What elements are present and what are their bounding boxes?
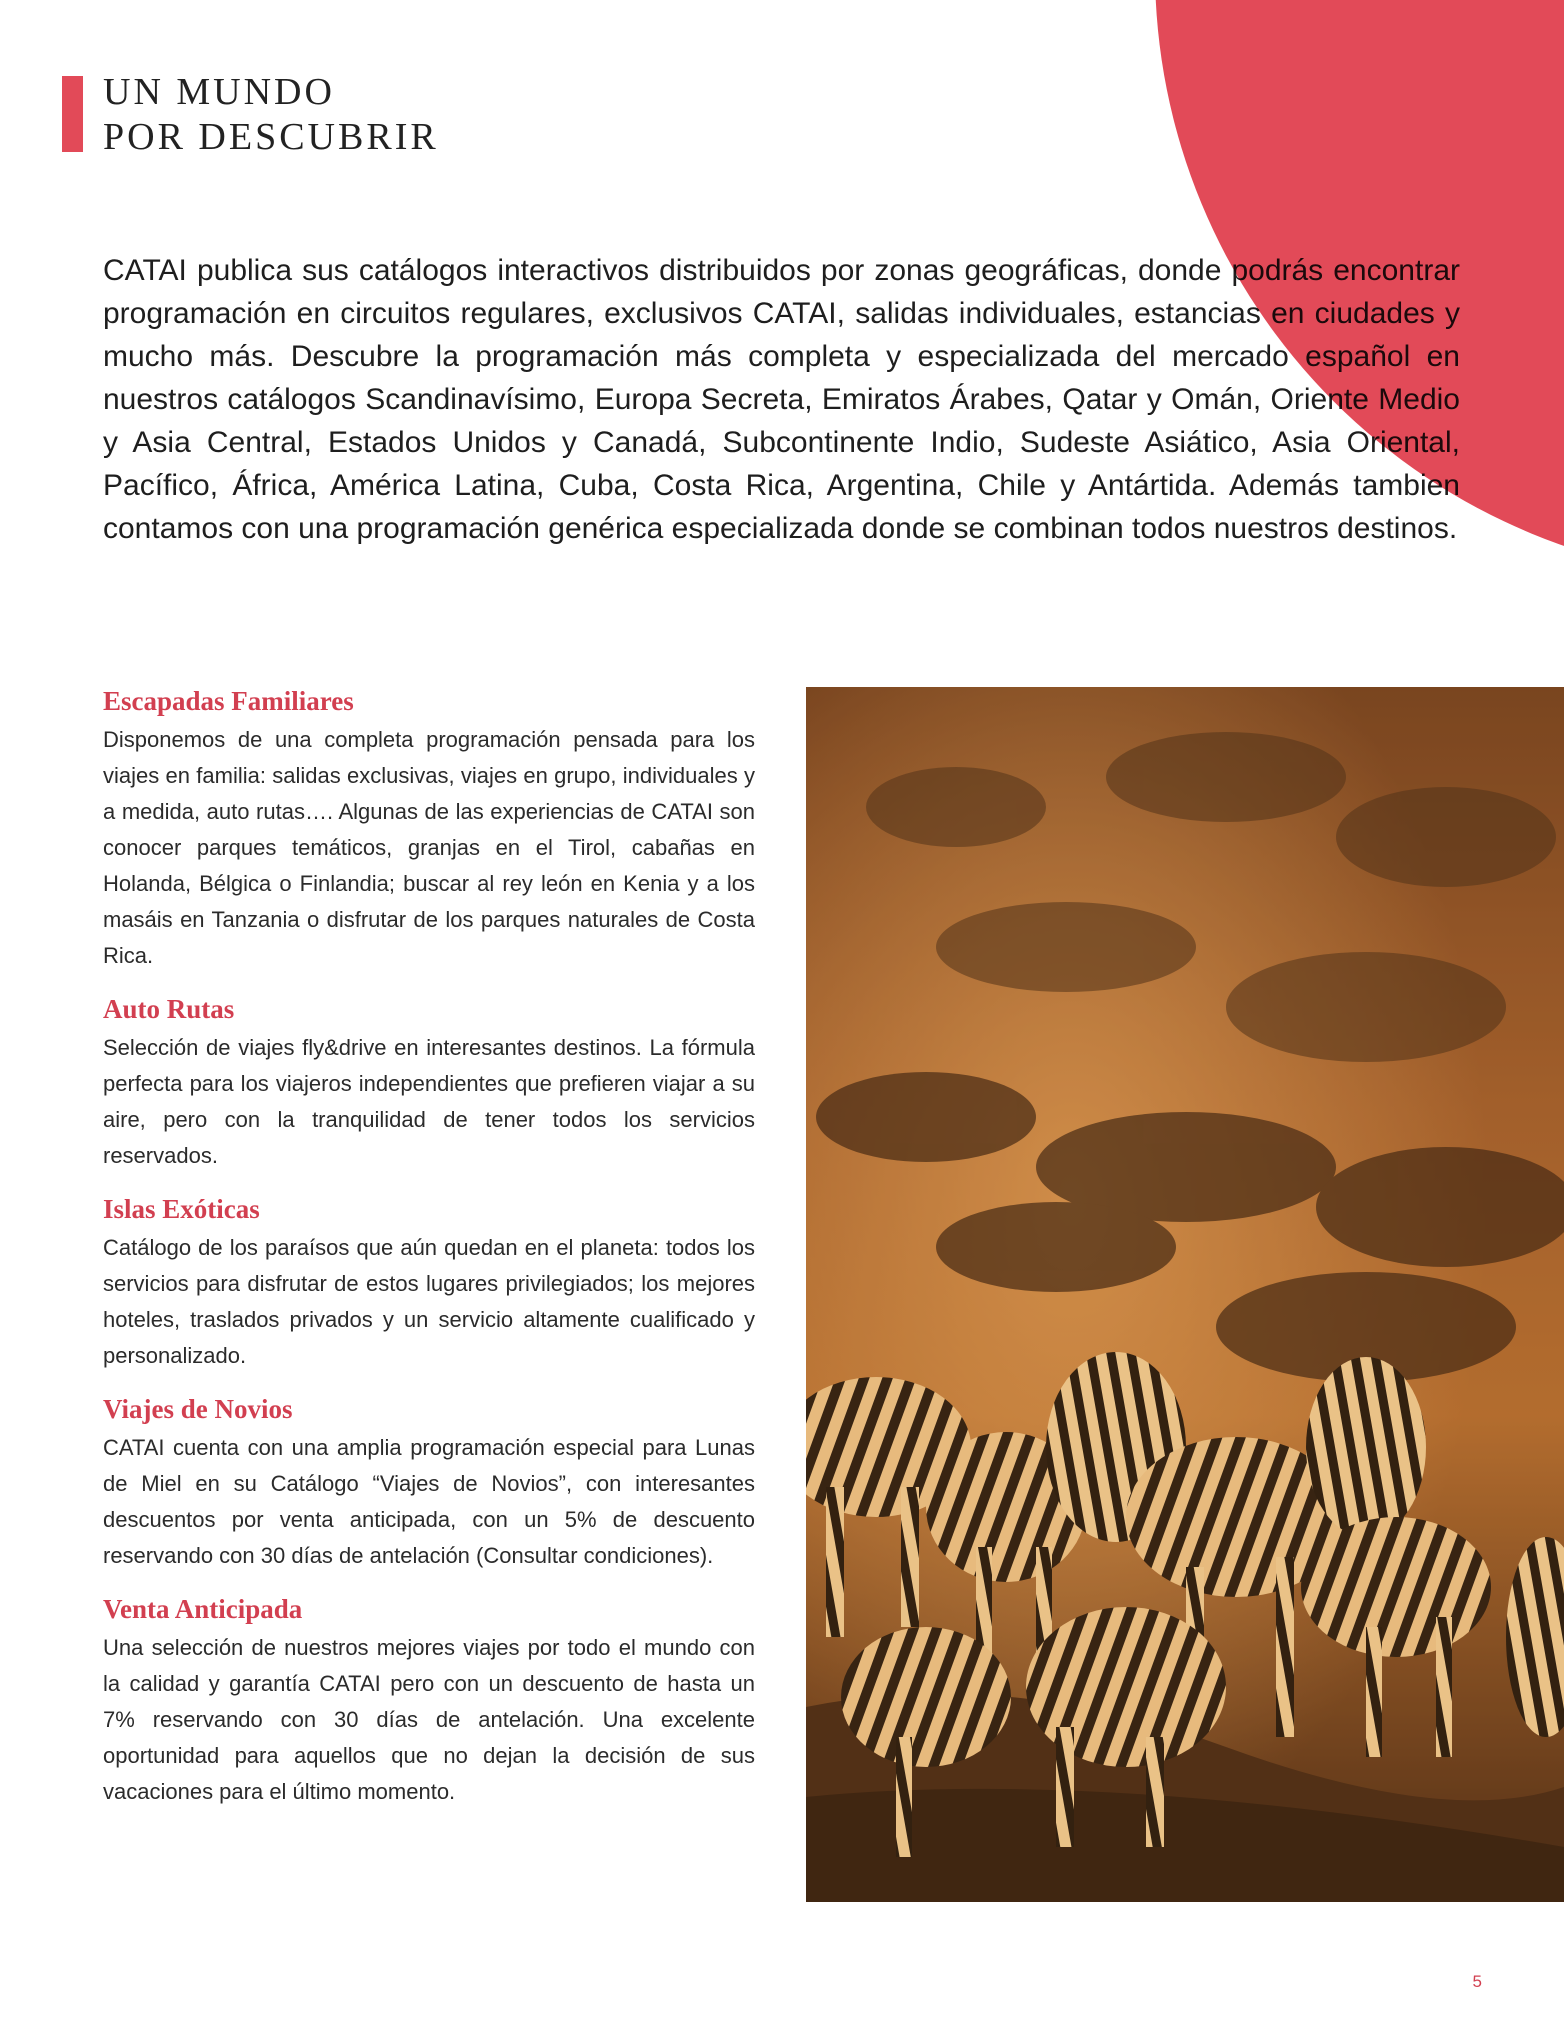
- section-heading: Auto Rutas: [103, 994, 235, 1024]
- title-accent-bar: [62, 76, 83, 152]
- catalog-sections: [103, 682, 755, 1826]
- section-body: Catálogo de los paraísos que aún quedan en el planeta: todos los servicios para disfrutar de estos lugares privilegiados; los mejores hoteles, traslados privados y un servicio altamente cualificado y personalizado.: [103, 1235, 755, 1368]
- section-body: CATAI cuenta con una amplia programación especial para Lunas de Miel en su Catálogo “Viajes de Novios”, con interesantes descuentos por venta anticipada, con un 5% de descuento reservando con 30 días de antelación (Consultar condiciones).: [103, 1435, 755, 1568]
- section-body: Selección de viajes fly&drive en interesantes destinos. La fórmula perfecta para los viajeros independientes que prefieren viajar a su aire, pero con la tranquilidad de tener todos los servicios reservados.: [103, 1035, 755, 1168]
- page-title-line-2: POR DESCUBRIR: [103, 116, 439, 158]
- section-heading: Islas Exóticas: [103, 1194, 260, 1224]
- page-title: [103, 70, 439, 160]
- page-number: 5: [1472, 1972, 1482, 1991]
- section-viajes-de-novios: [103, 1390, 755, 1574]
- section-venta-anticipada: [103, 1590, 755, 1810]
- zebra-wildebeest-photo: [806, 687, 1564, 1902]
- page-title-line-1: UN MUNDO: [103, 71, 335, 113]
- section-auto-rutas: [103, 990, 755, 1174]
- section-heading: Escapadas Familiares: [103, 686, 354, 716]
- section-heading: Venta Anticipada: [103, 1594, 303, 1624]
- section-heading: Viajes de Novios: [103, 1394, 293, 1424]
- section-body: Disponemos de una completa programación pensada para los viajes en familia: salidas exclusivas, viajes en grupo, individuales y a medida, auto rutas…. Algunas de las experiencias de CATAI son conocer parques temáticos, granjas en el Tirol, cabañas en Holanda, Bélgica o Finlandia; buscar al rey león en Kenia y a los masáis en Tanzania o disfrutar de los parques naturales de Costa Rica.: [103, 727, 755, 968]
- intro-paragraph: CATAI publica sus catálogos interactivos distribuidos por zonas geográficas, donde podrás encontrar programación en circuitos regulares, exclusivos CATAI, salidas individuales, estancias en ciudades y mucho más. Descubre la programación más completa y especializada del mercado español en nuestros catálogos Scandinavísimo, Europa Secreta, Emiratos Árabes, Qatar y Omán, Oriente Medio y Asia Central, Estados Unidos y Canadá, Subcontinente Indio, Sudeste Asiático, Asia Oriental, Pacífico, África, América Latina, Cuba, Costa Rica, Argentina, Chile y Antártida. Además tambien contamos con una programación genérica especializada donde se combinan todos nuestros destinos.: [103, 254, 1460, 545]
- section-escapadas-familiares: [103, 682, 755, 974]
- section-body: Una selección de nuestros mejores viajes por todo el mundo con la calidad y garantía CATAI pero con un descuento de hasta un 7% reservando con 30 días de antelación. Una excelente oportunidad para aquellos que no dejan la decisión de sus vacaciones para el último momento.: [103, 1635, 755, 1804]
- section-islas-exoticas: [103, 1190, 755, 1374]
